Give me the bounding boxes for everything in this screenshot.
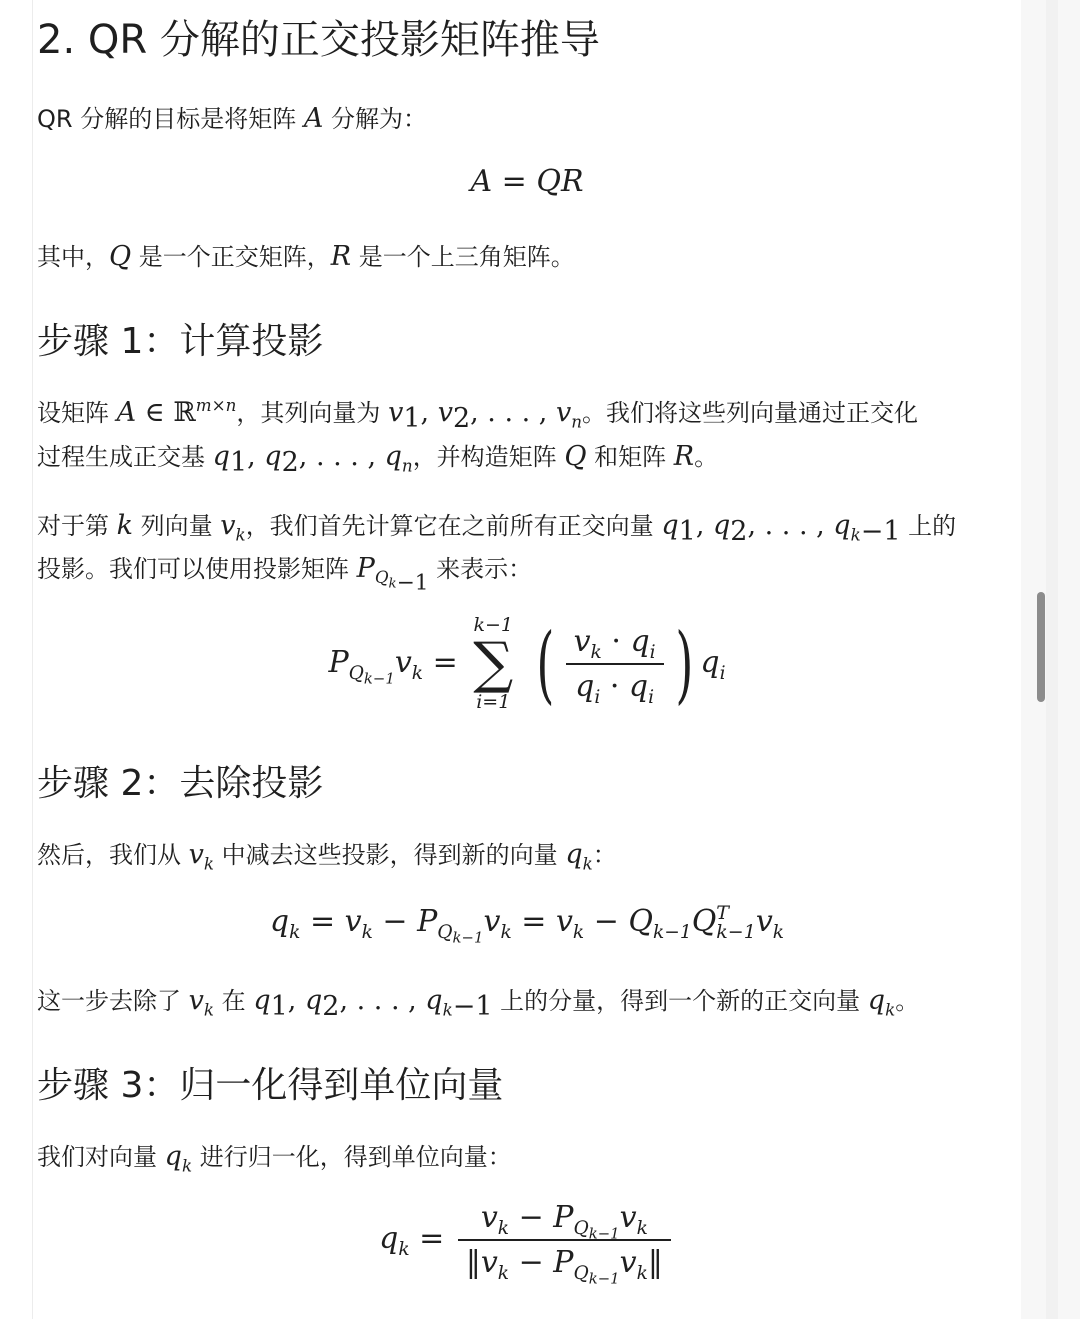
- page-title: 2. QR 分解的正交投影矩阵推导: [37, 17, 600, 63]
- intro-paragraph: QR 分解的目标是将矩阵 A 分解为：: [37, 103, 427, 134]
- step1-heading: 步骤 1：计算投影: [37, 321, 324, 362]
- equation-normalize: $q_k$ = $\frac{v_k - P_{Q_{k-1}}v_k}{‖v_k - P_{Q_{k-1}}v_k‖}$: [33, 1200, 1021, 1280]
- sum-symbol: k−1 ∑ i=1: [473, 614, 514, 713]
- document-page: [32, 0, 1022, 1319]
- step1-paragraph-1-line-1: 设矩阵 A ∈ ℝ$^{m\times n}$，其列向量为 $v_1$, $v_2$, . . . , $v_n$。我们将这些列向量通过正交化: [37, 395, 919, 434]
- equation-projection-sum: $P_{Q_{k-1}}v_k$ = k−1 ∑ i=1 ( $\frac{v_k \cdot q_i}{q_i \cdot q_i}$ ) $q_i$: [328, 614, 726, 713]
- step1-paragraph-2-line-1: 对于第 k 列向量 $v_k$，我们首先计算它在之前所有正交向量 $q_1$, $q_2$, . . . , $q_{k-1}$ 上的: [37, 510, 957, 547]
- scrollbar-thumb[interactable]: [1037, 592, 1045, 702]
- equation-a-equals-qr: A = QR: [470, 164, 584, 199]
- step1-paragraph-1-line-2: 过程生成正交基 $q_1$, $q_2$, . . . , $q_n$，并构造矩阵 Q 和矩阵 R。: [37, 441, 719, 478]
- step1-paragraph-2-line-2: 投影。我们可以使用投影矩阵 $P_{Q_k_{-1}}$ 来表示：: [37, 553, 533, 596]
- math-A: A: [303, 103, 324, 134]
- equation-subtract-projection: $q_k = v_k - P_{Q_{k-1}}v_k = v_k - Q_{k-1}Q$ T k−1 $v_k$: [269, 902, 785, 947]
- intro-q-r-paragraph: 其中，Q 是一个正交矩阵，R 是一个上三角矩阵。: [37, 241, 575, 272]
- scrollbar-track[interactable]: [1046, 0, 1058, 1319]
- step2-heading: 步骤 2：去除投影: [37, 763, 324, 804]
- step3-heading: 步骤 3：归一化得到单位向量: [37, 1065, 504, 1106]
- step2-paragraph-2: 这一步去除了 $v_k$ 在 $q_1$, $q_2$, . . . , $q_{k-1}$ 上的分量，得到一个新的正交向量 $q_k$。: [37, 985, 920, 1022]
- step3-paragraph-1: 我们对向量 $q_k$ 进行归一化，得到单位向量：: [37, 1141, 512, 1176]
- step2-paragraph-1: 然后，我们从 $v_k$ 中减去这些投影，得到新的向量 $q_k$：: [37, 839, 617, 874]
